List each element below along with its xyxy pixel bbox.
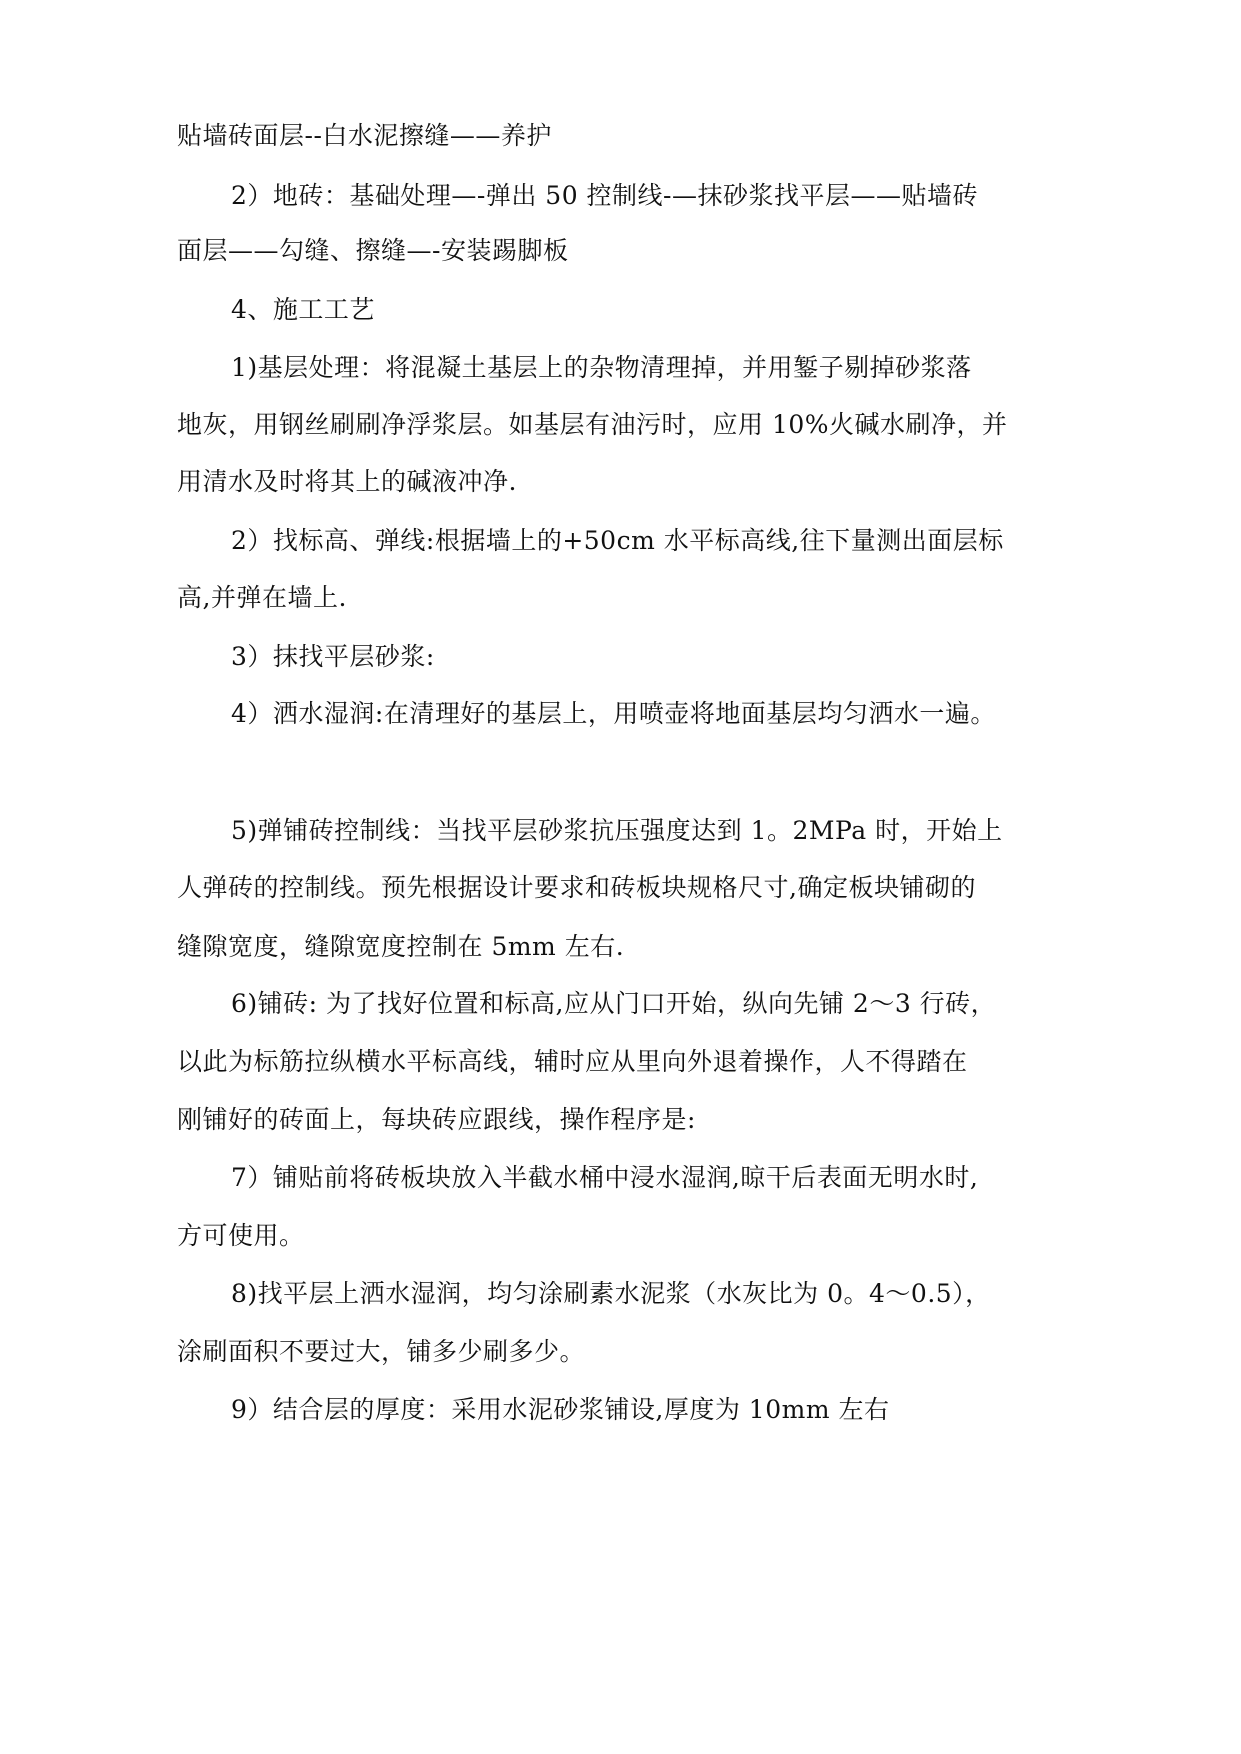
text-line: 8)找平层上洒水湿润，均匀涂刷素水泥浆（水灰比为 0。4～0.5）， (231, 1279, 991, 1308)
text-line: 贴墙砖面层--白水泥擦缝——养护 (177, 121, 552, 150)
text-line: 地灰，用钢丝刷刷净浮浆层。如基层有油污时，应用 10%火碱水刷净，并 (177, 410, 1008, 439)
text-line: 人弹砖的控制线。预先根据设计要求和砖板块规格尺寸,确定板块铺砌的 (177, 873, 976, 902)
text-line: 涂刷面积不要过大，铺多少刷多少。 (177, 1337, 586, 1366)
text-line: 1)基层处理：将混凝土基层上的杂物清理掉，并用錾子剔掉砂浆落 (231, 353, 972, 382)
text-line: 用清水及时将其上的碱液冲净. (177, 467, 517, 496)
text-line: 9）结合层的厚度：采用水泥砂浆铺设,厚度为 10mm 左右 (231, 1395, 890, 1424)
text-line: 以此为标筋拉纵横水平标高线，辅时应从里向外退着操作，人不得踏在 (177, 1047, 968, 1076)
text-line: 6)铺砖: 为了找好位置和标高,应从门口开始，纵向先铺 2～3 行砖， (231, 989, 997, 1018)
text-line: 4）洒水湿润:在清理好的基层上，用喷壶将地面基层均匀洒水一遍。 (231, 699, 996, 728)
text-line: 3）抹找平层砂浆: (231, 642, 435, 671)
section-heading: 4、施工工艺 (231, 295, 375, 324)
text-line: 7）铺贴前将砖板块放入半截水桶中浸水湿润,晾干后表面无明水时, (231, 1163, 979, 1192)
text-line: 面层——勾缝、擦缝—-安装踢脚板 (177, 236, 569, 265)
text-line: 5)弹铺砖控制线：当找平层砂浆抗压强度达到 1。2MPa 时，开始上 (231, 816, 1003, 845)
text-line: 2）地砖：基础处理—-弹出 50 控制线-—抹砂浆找平层——贴墙砖 (231, 181, 979, 210)
text-line: 缝隙宽度，缝隙宽度控制在 5mm 左右. (177, 932, 625, 961)
text-line: 方可使用。 (177, 1221, 305, 1250)
text-line: 2）找标高、弹线:根据墙上的+50cm 水平标高线,往下量测出面层标 (231, 526, 1004, 555)
text-line: 刚铺好的砖面上，每块砖应跟线，操作程序是: (177, 1105, 696, 1134)
text-line: 高,并弹在墙上. (177, 583, 347, 612)
